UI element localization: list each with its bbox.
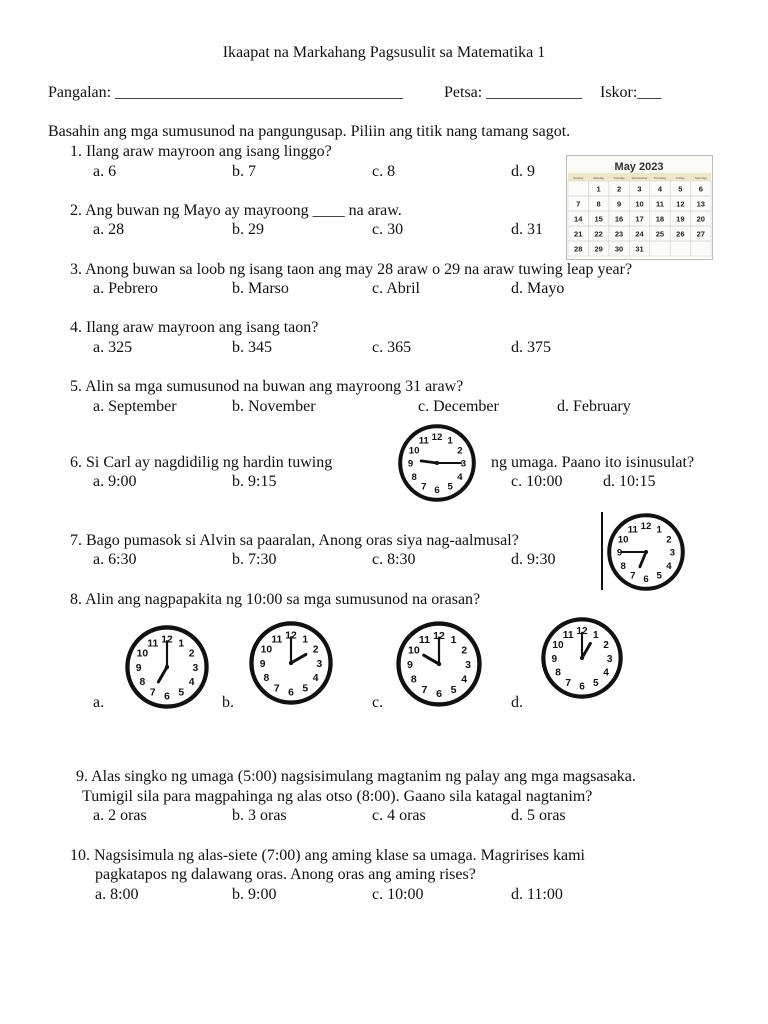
instructions: Basahin ang mga sumusunod na pangungusap. Piliin ang titik nang tamang sagot.: [48, 123, 571, 140]
clock-numeral: 12: [576, 626, 588, 638]
choice-8b[interactable]: b.: [222, 694, 234, 711]
choice-2d[interactable]: d. 31: [511, 221, 543, 238]
choice-1b[interactable]: b. 7: [232, 163, 256, 180]
question-6-part1: 6. Si Carl ay nagdidilig ng hardin tuwing: [70, 454, 333, 471]
clock-numeral: 9: [407, 658, 413, 671]
question-10-line2: pagkatapos ng dalawang oras. Anong oras ang aming rises?: [95, 866, 476, 883]
calendar-day: 16: [614, 214, 624, 224]
calendar-weekday: Sunday: [573, 176, 584, 180]
calendar-day: 31: [635, 244, 644, 254]
page-title: Ikaapat na Markahang Pagsusulit sa Matematika 1: [222, 44, 546, 61]
question-6-part2: ng umaga. Paano ito isinusulat?: [491, 454, 695, 471]
clock-numeral: 10: [136, 648, 149, 660]
question-1: 1. Ilang araw mayroon ang isang linggo?: [70, 143, 332, 160]
calendar-day: 6: [698, 184, 703, 194]
clock-numeral: 4: [666, 560, 672, 572]
clock-numeral: 11: [147, 638, 159, 650]
calendar-day: 22: [594, 229, 603, 239]
choice-8a[interactable]: a.: [93, 694, 105, 711]
clock-icon-8b[interactable]: [244, 620, 338, 711]
clock-numeral: 8: [620, 560, 626, 572]
calendar-day: 4: [657, 184, 663, 194]
choice-2a[interactable]: a. 28: [93, 221, 125, 238]
calendar-day: 20: [696, 214, 705, 224]
question-5: 5. Alin sa mga sumusunod na buwan ang mayroong 31 araw?: [70, 378, 464, 395]
calendar-day: 3: [637, 184, 642, 194]
calendar-day: 19: [676, 214, 685, 224]
calendar-image: [566, 155, 713, 260]
clock-numeral: 7: [565, 677, 571, 689]
choice-7b[interactable]: b. 7:30: [232, 551, 277, 568]
clock-numeral: 7: [421, 684, 428, 697]
choice-3d[interactable]: d. Mayo: [511, 280, 565, 297]
name-field[interactable]: Pangalan: ____________________________________: [48, 84, 404, 101]
clock-numeral: 8: [411, 471, 417, 483]
clock-numeral: 4: [312, 673, 319, 685]
choice-1d[interactable]: d. 9: [511, 163, 535, 180]
clock-frame-line: [601, 512, 603, 590]
calendar-weekday: Monday: [593, 176, 604, 180]
clock-numeral: 6: [434, 485, 440, 496]
calendar-day: 25: [655, 229, 665, 239]
choice-7d[interactable]: d. 9:30: [511, 551, 556, 568]
clock-numeral: 10: [260, 644, 273, 656]
clock-numeral: 11: [562, 629, 574, 641]
calendar-day: 18: [655, 214, 665, 224]
clock-numeral: 7: [273, 683, 280, 695]
clock-numeral: 7: [421, 481, 427, 493]
clock-numeral: 4: [603, 667, 609, 679]
clock-icon-8d[interactable]: [532, 616, 632, 705]
clock-numeral: 2: [188, 648, 195, 660]
calendar-day: 15: [594, 214, 603, 224]
calendar-weekday: Saturday: [694, 176, 707, 180]
choice-5c[interactable]: c. December: [418, 398, 499, 415]
clock-numeral: 2: [457, 445, 463, 457]
clock-numeral: 10: [408, 445, 420, 457]
clock-numeral: 5: [450, 684, 457, 697]
choice-4a[interactable]: a. 325: [93, 339, 133, 356]
choice-2b[interactable]: b. 29: [232, 221, 264, 238]
choice-4c[interactable]: c. 365: [372, 339, 412, 356]
choice-9c[interactable]: c. 4 oras: [372, 807, 426, 824]
clock-numeral: 6: [643, 574, 649, 585]
clock-numeral: 5: [302, 683, 309, 695]
clock-numeral: 5: [447, 481, 453, 493]
clock-numeral: 6: [164, 691, 170, 703]
clock-numeral: 4: [457, 471, 463, 483]
choice-1a[interactable]: a. 6: [93, 163, 117, 180]
calendar-day: 7: [576, 199, 581, 209]
choice-5a[interactable]: a. September: [93, 398, 177, 415]
clock-numeral: 7: [149, 687, 156, 699]
choice-1c[interactable]: c. 8: [372, 163, 396, 180]
choice-6b[interactable]: b. 9:15: [232, 473, 277, 490]
calendar-day: 28: [574, 244, 583, 254]
choice-10a[interactable]: a. 8:00: [95, 886, 139, 903]
question-9-line2: Tumigil sila para magpahinga ng alas otso (8:00). Gaano sila katagal nagtanim?: [82, 788, 593, 805]
clock-numeral: 5: [656, 570, 662, 582]
choice-6d[interactable]: d. 10:15: [603, 473, 656, 490]
clock-numeral: 12: [161, 634, 173, 646]
clock-numeral: 2: [461, 644, 468, 657]
calendar-day: 29: [594, 244, 603, 254]
clock-numeral: 1: [302, 634, 309, 646]
clock-numeral: 3: [316, 658, 323, 670]
clock-numeral: 10: [617, 534, 629, 546]
choice-10b[interactable]: b. 9:00: [232, 886, 277, 903]
calendar-day: 13: [696, 199, 705, 209]
calendar-day: 8: [596, 199, 601, 209]
choice-9a[interactable]: a. 2 oras: [93, 807, 147, 824]
calendar-day: 24: [635, 229, 644, 239]
clock-numeral: 3: [465, 658, 471, 671]
clock-numeral: 10: [407, 644, 420, 657]
clock-numeral: 11: [627, 524, 638, 536]
clock-numeral: 10: [552, 639, 564, 651]
date-field[interactable]: Petsa: ____________: [444, 84, 583, 101]
question-7: 7. Bago pumasok si Alvin sa paaralan, Anong oras siya nag-aalmusal?: [70, 532, 519, 549]
clock-numeral: 6: [436, 688, 442, 700]
choice-6a[interactable]: a. 9:00: [93, 473, 137, 490]
clock-numeral: 5: [593, 677, 599, 689]
question-10-line1: 10. Nagsisimula ng alas-siete (7:00) ang aming klase sa umaga. Magririses kami: [70, 847, 585, 864]
clock-numeral: 3: [606, 653, 613, 665]
choice-7c[interactable]: c. 8:30: [372, 551, 416, 568]
clock-numeral: 4: [461, 673, 468, 686]
choice-9d[interactable]: d. 5 oras: [511, 807, 566, 824]
calendar-day: 23: [614, 229, 624, 239]
calendar-day: 17: [635, 214, 644, 224]
calendar-day: 2: [616, 184, 622, 194]
clock-numeral: 12: [640, 521, 652, 533]
calendar-day: 11: [655, 199, 664, 209]
clock-icon-q6: [397, 423, 477, 508]
clock-numeral: 9: [407, 458, 414, 470]
calendar-title: May 2023: [614, 161, 664, 173]
choice-10d[interactable]: d. 11:00: [511, 886, 563, 903]
clock-numeral: 2: [312, 644, 319, 656]
score-field[interactable]: Iskor:___: [600, 84, 662, 101]
choice-3c[interactable]: c. Abril: [372, 280, 420, 297]
clock-numeral: 1: [450, 633, 457, 646]
calendar-day: 30: [614, 244, 624, 254]
clock-numeral: 8: [410, 673, 417, 686]
question-4: 4. Ilang araw mayroon ang isang taon?: [70, 319, 319, 336]
clock-numeral: 1: [593, 629, 599, 641]
clock-numeral: 1: [178, 638, 185, 650]
clock-numeral: 7: [630, 570, 636, 582]
clock-numeral: 1: [447, 435, 453, 447]
clock-numeral: 12: [431, 432, 443, 444]
choice-4d[interactable]: d. 375: [511, 339, 551, 356]
choice-2c[interactable]: c. 30: [372, 221, 404, 238]
choice-6c[interactable]: c. 10:00: [511, 473, 563, 490]
clock-numeral: 9: [551, 653, 558, 665]
calendar-day: 27: [696, 229, 705, 239]
clock-numeral: 4: [188, 677, 195, 689]
calendar-day: 5: [678, 184, 683, 194]
choice-8c[interactable]: c.: [372, 694, 384, 711]
clock-numeral: 1: [656, 524, 662, 536]
choice-10c[interactable]: c. 10:00: [372, 886, 424, 903]
clock-icon-8c[interactable]: [392, 620, 486, 713]
clock-numeral: 11: [271, 634, 283, 646]
choice-5d[interactable]: d. February: [557, 398, 631, 415]
question-2: 2. Ang buwan ng Mayo ay mayroong ____ na araw.: [70, 202, 402, 219]
clock-icon-8a[interactable]: [123, 624, 211, 715]
calendar-day: 1: [596, 184, 601, 194]
clock-numeral: 9: [616, 547, 623, 559]
question-3: 3. Anong buwan sa loob ng isang taon ang may 28 araw o 29 na araw tuwing leap year?: [70, 261, 633, 278]
choice-3a[interactable]: a. Pebrero: [93, 280, 158, 297]
calendar-weekday: Friday: [676, 176, 685, 180]
question-8: 8. Alin ang nagpapakita ng 10:00 sa mga sumusunod na orasan?: [70, 591, 481, 608]
clock-numeral: 12: [285, 630, 297, 642]
clock-numeral: 8: [263, 673, 270, 685]
choice-8d[interactable]: d.: [511, 694, 523, 711]
clock-numeral: 11: [418, 633, 431, 646]
calendar-day: 9: [616, 199, 622, 209]
clock-numeral: 6: [288, 687, 294, 699]
calendar-day: 12: [676, 199, 685, 209]
clock-numeral: 5: [178, 687, 185, 699]
calendar-day: 14: [574, 214, 583, 224]
choice-4b[interactable]: b. 345: [232, 339, 272, 356]
clock-numeral: 9: [259, 658, 266, 670]
choice-3b[interactable]: b. Marso: [232, 280, 289, 297]
clock-numeral: 8: [555, 667, 561, 679]
question-9-line1: 9. Alas singko ng umaga (5:00) nagsisimulang magtanim ng palay ang mga magsasaka.: [76, 768, 636, 785]
clock-numeral: 12: [433, 629, 445, 642]
calendar-day: 26: [676, 229, 685, 239]
clock-numeral: 9: [135, 662, 142, 674]
clock-numeral: 3: [460, 458, 467, 470]
clock-numeral: 3: [192, 662, 199, 674]
choice-5b[interactable]: b. November: [232, 398, 316, 415]
calendar-weekday: Thursday: [653, 176, 667, 180]
clock-numeral: 6: [579, 681, 585, 693]
clock-numeral: 8: [139, 677, 146, 689]
clock-numeral: 2: [603, 639, 609, 651]
clock-numeral: 11: [418, 435, 429, 447]
clock-icon-q7: [606, 512, 686, 597]
clock-numeral: 3: [669, 547, 676, 559]
choice-7a[interactable]: a. 6:30: [93, 551, 137, 568]
clock-numeral: 2: [666, 534, 672, 546]
calendar-weekday: Tuesday: [613, 176, 625, 180]
calendar-weekday: Wednesday: [631, 176, 648, 180]
choice-9b[interactable]: b. 3 oras: [232, 807, 287, 824]
calendar-day: 10: [635, 199, 644, 209]
calendar-day: 21: [574, 229, 583, 239]
